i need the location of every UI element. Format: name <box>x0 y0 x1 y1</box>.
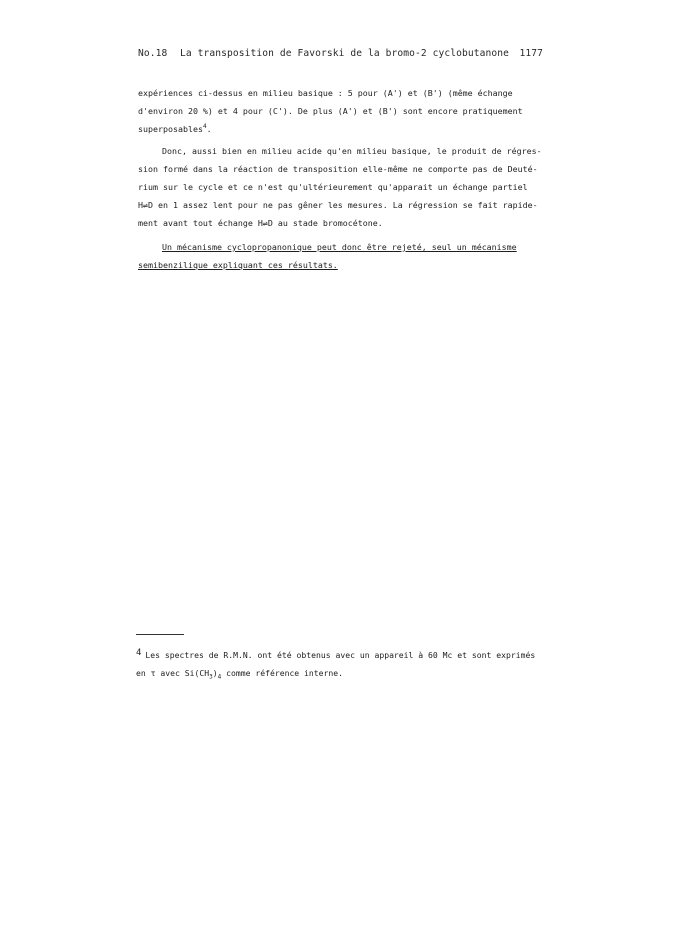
paragraph-1-line-2: d'environ 20 %) et 4 pour (C'). De plus (A') et (B') sont encore pratiquement <box>138 106 523 116</box>
journal-issue: No.18 <box>138 48 168 59</box>
paragraph-2-line-3: rium sur le cycle et ce n'est qu'ultérieurement qu'apparait un échange partiel <box>138 182 528 192</box>
footnote-reference: 4 <box>202 123 207 131</box>
paragraph-2-line-5: ment avant tout échange H⇌D au stade bromocétone. <box>138 218 383 228</box>
paragraph-1-line-1: expériences ci-dessus en milieu basique : 5 pour (A') et (B') (même échange <box>138 88 513 98</box>
running-header <box>138 48 543 62</box>
footnote-divider <box>136 634 184 635</box>
footnote-line-2-mid: ) <box>212 668 218 678</box>
footnote-line-2 <box>136 664 546 682</box>
footnote <box>136 646 546 682</box>
paragraph-3-line-2: semibenzilique expliquant ces résultats. <box>138 260 338 270</box>
paragraph-3 <box>138 238 548 274</box>
paragraph-1-line-3 <box>138 120 548 138</box>
page-number: 1177 <box>519 48 543 59</box>
paragraph-1-line-3-end: . <box>206 124 212 134</box>
footnote-line-2-pre: en τ avec Si(CH <box>136 668 210 678</box>
body-text <box>138 84 548 274</box>
paragraph-2-line-4: H⇌D en 1 assez lent pour ne pas gêner les mesures. La régression se fait rapide- <box>138 200 538 210</box>
footnote-subscript-1: 3 <box>209 673 213 681</box>
running-title: La transposition de Favorski de la bromo-2 cyclobutanone <box>180 48 510 59</box>
footnote-marker: 4 <box>136 648 142 658</box>
footnote-line-1-text: Les spectres de R.M.N. ont été obtenus avec un appareil à 60 Mc et sont exprimés <box>145 650 536 660</box>
paragraph-2 <box>138 142 548 232</box>
footnote-line-2-post: comme référence interne. <box>221 668 344 678</box>
footnote-subscript-2: 4 <box>217 673 222 681</box>
paragraph-2-line-2: sion formé dans la réaction de transposition elle-même ne comporte pas de Deuté- <box>138 164 538 174</box>
paragraph-1-line-3-text: superposables <box>138 124 203 134</box>
paragraph-2-line-1: Donc, aussi bien en milieu acide qu'en milieu basique, le produit de régres- <box>162 146 542 156</box>
paragraph-1 <box>138 84 548 138</box>
footnote-line-1 <box>136 646 546 664</box>
paragraph-3-line-1: Un mécanisme cyclopropanonique peut donc être rejeté, seul un mécanisme <box>162 242 517 252</box>
